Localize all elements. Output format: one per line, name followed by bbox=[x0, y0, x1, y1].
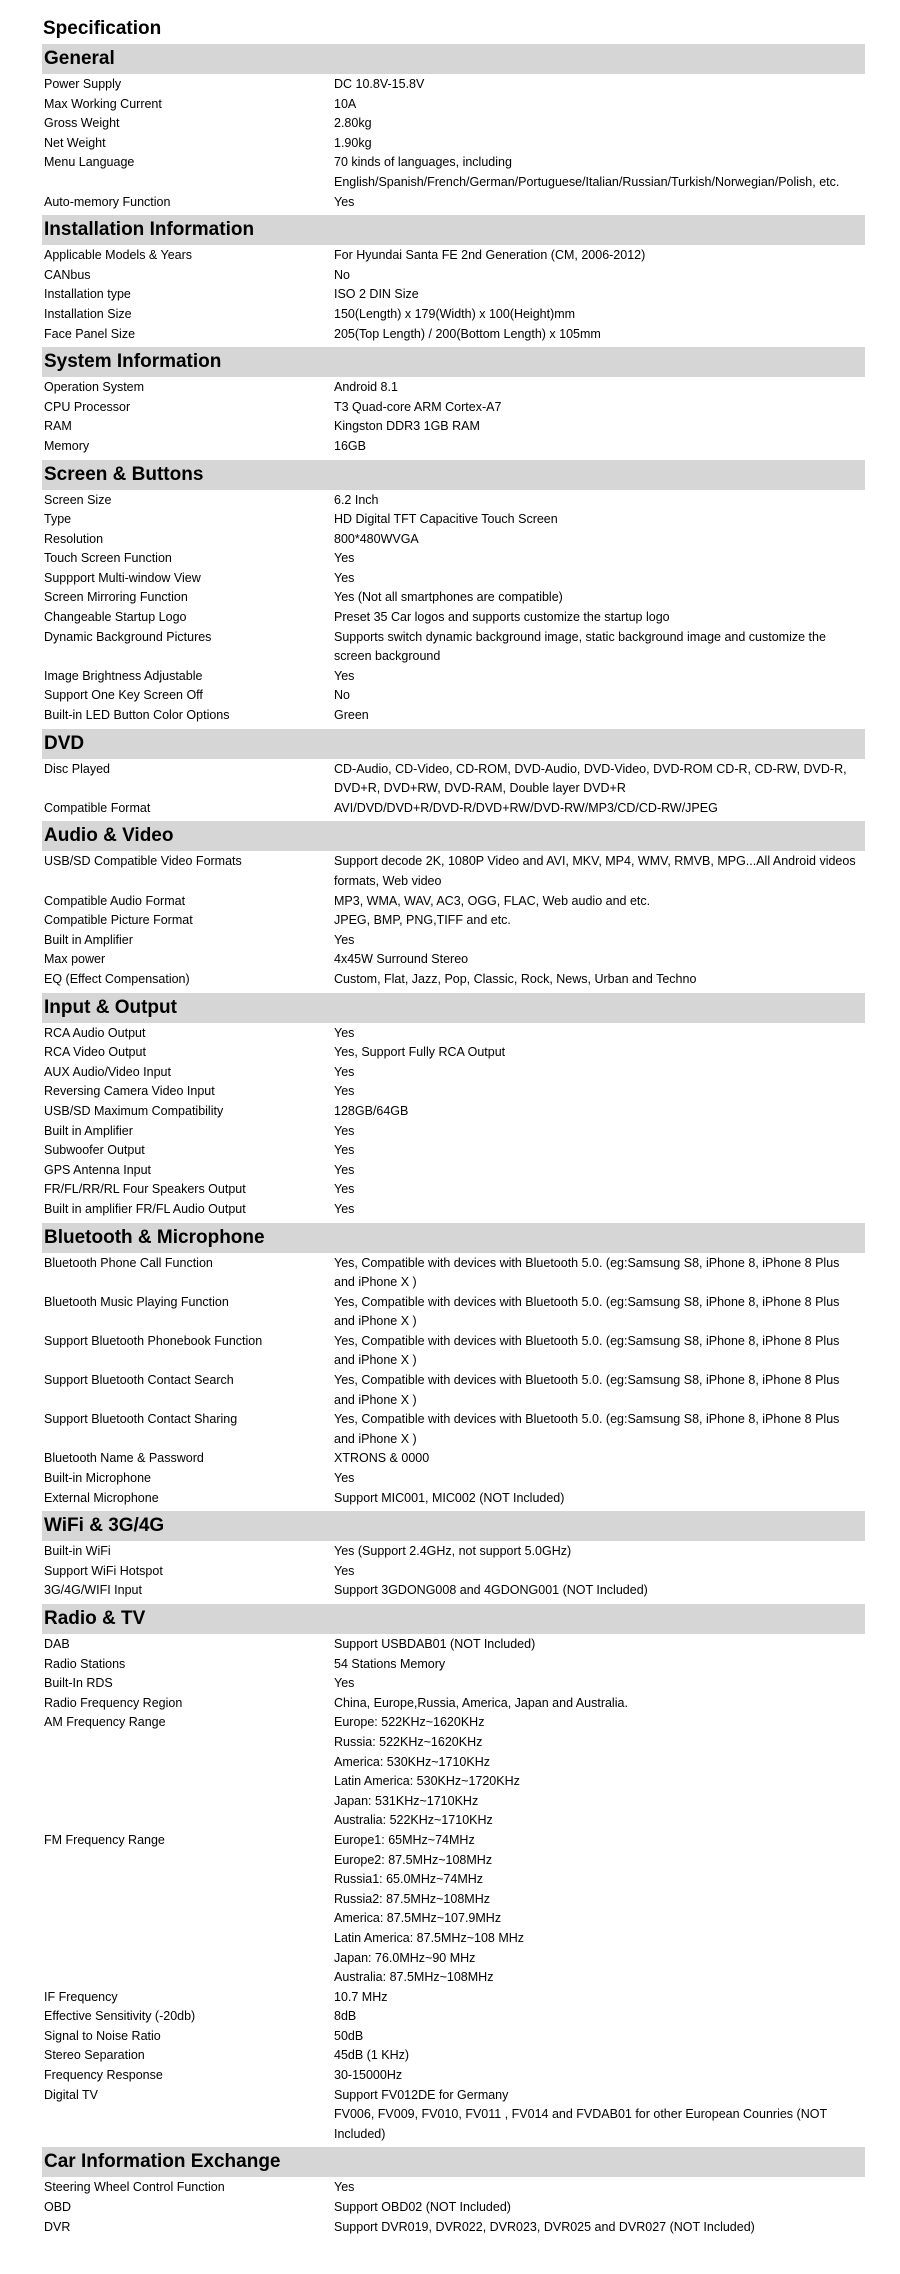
spec-value: 6.2 Inch bbox=[334, 492, 379, 507]
spec-label: Built-in Microphone bbox=[44, 1471, 151, 1486]
spec-value: For Hyundai Santa FE 2nd Generation (CM, 2006-2012) bbox=[334, 248, 646, 263]
spec-row bbox=[42, 931, 865, 951]
spec-value: 1.90kg bbox=[334, 135, 372, 150]
spec-value: Support FV012DE for Germany FV006, FV009, FV010, FV011 , FV014 and FVDAB01 for other European Counries (NOT Included) bbox=[334, 2087, 827, 2141]
spec-row bbox=[42, 1254, 865, 1293]
spec-row bbox=[42, 799, 865, 819]
spec-label: Radio Frequency Region bbox=[44, 1695, 183, 1710]
spec-section bbox=[42, 215, 865, 347]
spec-value: No bbox=[334, 267, 350, 282]
spec-row bbox=[42, 1122, 865, 1142]
spec-label: Dynamic Background Pictures bbox=[44, 629, 212, 644]
spec-label: Built in Amplifier bbox=[44, 1123, 133, 1138]
spec-value: Yes bbox=[334, 1471, 355, 1486]
spec-value: 30-15000Hz bbox=[334, 2068, 403, 2083]
spec-value: AVI/DVD/DVD+R/DVD-R/DVD+RW/DVD-RW/MP3/CD/CD-RW/JPEG bbox=[334, 800, 718, 815]
spec-label: Subwoofer Output bbox=[44, 1143, 145, 1158]
spec-section bbox=[42, 44, 865, 215]
spec-row bbox=[42, 2086, 865, 2145]
section-rows bbox=[42, 2177, 865, 2240]
spec-value: No bbox=[334, 688, 350, 703]
spec-label: External Microphone bbox=[44, 1490, 159, 1505]
spec-value: Supports switch dynamic background image, static background image and customize the screen background bbox=[334, 629, 826, 664]
section-rows bbox=[42, 759, 865, 822]
spec-row bbox=[42, 628, 865, 667]
spec-value: 70 kinds of languages, including English/Spanish/French/German/Portuguese/Italian/Russian/Turkish/Norwegian/Polish, etc. bbox=[334, 155, 840, 189]
spec-value: XTRONS & 0000 bbox=[334, 1451, 430, 1466]
spec-label: Installation type bbox=[44, 287, 131, 302]
spec-label: CANbus bbox=[44, 267, 91, 282]
spec-value: Europe: 522KHz~1620KHz Russia: 522KHz~1620KHz America: 530KHz~1710KHz Latin America: 530KHz~1720KHz Japan: 531KHz~1710KHz Australia: 522KHz~1710KHz bbox=[334, 1715, 520, 1828]
spec-row bbox=[42, 1674, 865, 1694]
spec-label: Memory bbox=[44, 438, 90, 453]
spec-value: Yes, Compatible with devices with Bluetooth 5.0. (eg:Samsung S8, iPhone 8, iPhone 8 Plus and iPhone X ) bbox=[334, 1255, 840, 1290]
spec-value: 45dB (1 KHz) bbox=[334, 2048, 410, 2063]
spec-row bbox=[42, 608, 865, 628]
spec-value: Yes bbox=[334, 1676, 355, 1691]
spec-value: 4x45W Surround Stereo bbox=[334, 952, 469, 967]
spec-value: 10A bbox=[334, 96, 357, 111]
spec-value: 150(Length) x 179(Width) x 100(Height)mm bbox=[334, 306, 576, 321]
spec-row bbox=[42, 266, 865, 286]
spec-value: Yes (Not all smartphones are compatible) bbox=[334, 590, 563, 605]
spec-label: AUX Audio/Video Input bbox=[44, 1064, 171, 1079]
spec-row bbox=[42, 549, 865, 569]
spec-label: AM Frequency Range bbox=[44, 1715, 166, 1730]
spec-section bbox=[42, 993, 865, 1223]
spec-row bbox=[42, 1635, 865, 1655]
spec-value: Yes bbox=[334, 551, 355, 566]
spec-row bbox=[42, 75, 865, 95]
section-header: Bluetooth & Microphone bbox=[42, 1223, 865, 1253]
spec-row bbox=[42, 1332, 865, 1371]
spec-value: Yes bbox=[334, 1162, 355, 1177]
spec-label: Built-in LED Button Color Options bbox=[44, 708, 230, 723]
spec-row bbox=[42, 1161, 865, 1181]
spec-value: Yes bbox=[334, 570, 355, 585]
spec-label: Bluetooth Name & Password bbox=[44, 1451, 204, 1466]
spec-label: Signal to Noise Ratio bbox=[44, 2028, 161, 2043]
spec-label: Bluetooth Music Playing Function bbox=[44, 1294, 229, 1309]
spec-row bbox=[42, 2066, 865, 2086]
spec-row bbox=[42, 285, 865, 305]
spec-label: Face Panel Size bbox=[44, 326, 136, 341]
spec-value: Green bbox=[334, 708, 369, 723]
spec-label: Disc Played bbox=[44, 761, 110, 776]
spec-row bbox=[42, 1200, 865, 1220]
spec-value: 800*480WVGA bbox=[334, 531, 419, 546]
spec-label: Auto-memory Function bbox=[44, 194, 171, 209]
spec-label: Max power bbox=[44, 952, 106, 967]
spec-row bbox=[42, 246, 865, 266]
spec-label: Built in amplifier FR/FL Audio Output bbox=[44, 1201, 246, 1216]
page-title: Specification bbox=[43, 18, 162, 39]
spec-row bbox=[42, 2027, 865, 2047]
spec-row bbox=[42, 1371, 865, 1410]
spec-label: Operation System bbox=[44, 380, 145, 395]
spec-value: Android 8.1 bbox=[334, 380, 398, 395]
section-rows bbox=[42, 1634, 865, 2147]
spec-row bbox=[42, 2046, 865, 2066]
spec-label: Compatible Audio Format bbox=[44, 893, 186, 908]
section-header: Radio & TV bbox=[42, 1604, 865, 1634]
spec-value: ISO 2 DIN Size bbox=[334, 287, 419, 302]
spec-value: 128GB/64GB bbox=[334, 1103, 409, 1118]
spec-value: Yes bbox=[334, 1143, 355, 1158]
spec-section bbox=[42, 347, 865, 459]
section-header: General bbox=[42, 44, 865, 74]
section-header: System Information bbox=[42, 347, 865, 377]
spec-row bbox=[42, 1082, 865, 1102]
spec-value: Yes, Compatible with devices with Bluetooth 5.0. (eg:Samsung S8, iPhone 8, iPhone 8 Plus and iPhone X ) bbox=[334, 1412, 840, 1446]
spec-value: Preset 35 Car logos and supports customize the startup logo bbox=[334, 610, 670, 625]
spec-row bbox=[42, 2198, 865, 2218]
spec-label: Effective Sensitivity (-20db) bbox=[44, 2009, 196, 2024]
spec-label: GPS Antenna Input bbox=[44, 1162, 152, 1177]
spec-label: Suppport Multi-window View bbox=[44, 570, 201, 585]
spec-value: Yes bbox=[334, 1182, 355, 1197]
spec-row bbox=[42, 1063, 865, 1083]
spec-label: FR/FL/RR/RL Four Speakers Output bbox=[44, 1182, 246, 1197]
spec-label: DAB bbox=[44, 1637, 70, 1651]
spec-row bbox=[42, 437, 865, 457]
spec-value: Yes, Compatible with devices with Bluetooth 5.0. (eg:Samsung S8, iPhone 8, iPhone 8 Plus and iPhone X ) bbox=[334, 1294, 840, 1329]
spec-section bbox=[42, 1604, 865, 2147]
spec-label: Built-In RDS bbox=[44, 1676, 113, 1691]
spec-row bbox=[42, 1988, 865, 2008]
section-rows bbox=[42, 490, 865, 729]
spec-label: USB/SD Maximum Compatibility bbox=[44, 1103, 224, 1118]
spec-value: Support DVR019, DVR022, DVR023, DVR025 and DVR027 (NOT Included) bbox=[334, 2219, 755, 2234]
spec-value: Yes bbox=[334, 1064, 355, 1079]
spec-value: 2.80kg bbox=[334, 116, 372, 131]
spec-value: DC 10.8V-15.8V bbox=[334, 77, 425, 91]
spec-value: Yes bbox=[334, 1025, 355, 1040]
spec-label: Resolution bbox=[44, 531, 104, 546]
spec-row bbox=[42, 305, 865, 325]
spec-row bbox=[42, 1694, 865, 1714]
section-header: Installation Information bbox=[42, 215, 865, 245]
spec-row bbox=[42, 1141, 865, 1161]
spec-label: Applicable Models & Years bbox=[44, 248, 193, 263]
spec-value: Yes bbox=[334, 2180, 355, 2195]
spec-label: Power Supply bbox=[44, 77, 122, 91]
spec-label: DVR bbox=[44, 2219, 71, 2234]
spec-label: Compatible Format bbox=[44, 800, 151, 815]
spec-row bbox=[42, 114, 865, 134]
spec-value: Europe1: 65MHz~74MHz Europe2: 87.5MHz~108MHz Russia1: 65.0MHz~74MHz Russia2: 87.5MHz~108MHz America: 87.5MHz~107.9MHz Latin America: 87.5MHz~108 MHz Japan: 76.0MHz~90 MHz Australia: 87.5MHz~108MHz bbox=[334, 1832, 525, 1985]
spec-label: Built-in WiFi bbox=[44, 1544, 111, 1559]
spec-label: Compatible Picture Format bbox=[44, 913, 193, 928]
spec-row bbox=[42, 706, 865, 726]
section-header: WiFi & 3G/4G bbox=[42, 1511, 865, 1541]
spec-value: Yes bbox=[334, 194, 355, 209]
spec-row bbox=[42, 892, 865, 912]
spec-row bbox=[42, 1562, 865, 1582]
spec-label: 3G/4G/WIFI Input bbox=[44, 1583, 142, 1598]
spec-value: HD Digital TFT Capacitive Touch Screen bbox=[334, 512, 558, 527]
spec-row bbox=[42, 1449, 865, 1469]
spec-label: Installation Size bbox=[44, 306, 132, 321]
spec-row bbox=[42, 1489, 865, 1509]
spec-label: Touch Screen Function bbox=[44, 551, 172, 566]
spec-row bbox=[42, 1180, 865, 1200]
spec-label: EQ (Effect Compensation) bbox=[44, 971, 190, 986]
spec-label: OBD bbox=[44, 2200, 72, 2215]
spec-value: 50dB bbox=[334, 2028, 364, 2043]
spec-row bbox=[42, 1102, 865, 1122]
spec-label: Support Bluetooth Phonebook Function bbox=[44, 1333, 263, 1348]
spec-value: 16GB bbox=[334, 438, 366, 453]
section-rows bbox=[42, 1253, 865, 1512]
spec-value: Support decode 2K, 1080P Video and AVI, MKV, MP4, WMV, RMVB, MPG...All Android videos formats, Web video bbox=[334, 854, 856, 888]
spec-label: Bluetooth Phone Call Function bbox=[44, 1255, 213, 1270]
spec-value: Yes, Support Fully RCA Output bbox=[334, 1045, 506, 1060]
spec-row bbox=[42, 325, 865, 345]
spec-label: RAM bbox=[44, 419, 72, 434]
spec-row bbox=[42, 760, 865, 799]
spec-row bbox=[42, 2178, 865, 2198]
spec-label: Image Brightness Adjustable bbox=[44, 668, 203, 683]
spec-row bbox=[42, 530, 865, 550]
spec-section bbox=[42, 1223, 865, 1512]
section-header: Car Information Exchange bbox=[42, 2147, 865, 2177]
spec-label: Digital TV bbox=[44, 2087, 98, 2102]
spec-row bbox=[42, 1293, 865, 1332]
spec-row bbox=[42, 588, 865, 608]
section-rows bbox=[42, 1023, 865, 1223]
spec-row bbox=[42, 491, 865, 511]
section-rows bbox=[42, 245, 865, 347]
section-rows bbox=[42, 74, 865, 215]
spec-label: Support Bluetooth Contact Search bbox=[44, 1373, 234, 1388]
spec-value: CD-Audio, CD-Video, CD-ROM, DVD-Audio, DVD-Video, DVD-ROM CD-R, CD-RW, DVD-R, DVD+R, DVD+RW, DVD-RAM, Double layer DVD+R bbox=[334, 761, 847, 796]
spec-value: 8dB bbox=[334, 2009, 357, 2024]
spec-row bbox=[42, 686, 865, 706]
spec-row bbox=[42, 1024, 865, 1044]
spec-value: Yes, Compatible with devices with Bluetooth 5.0. (eg:Samsung S8, iPhone 8, iPhone 8 Plus and iPhone X ) bbox=[334, 1373, 840, 1407]
spec-row bbox=[42, 852, 865, 891]
spec-label: Gross Weight bbox=[44, 116, 120, 131]
spec-label: Screen Size bbox=[44, 492, 112, 507]
spec-label: Support One Key Screen Off bbox=[44, 688, 203, 703]
spec-row bbox=[42, 1469, 865, 1489]
spec-row bbox=[42, 1542, 865, 1562]
spec-row bbox=[42, 378, 865, 398]
section-header: Input & Output bbox=[42, 993, 865, 1023]
spec-label: Frequency Response bbox=[44, 2068, 163, 2083]
spec-label: IF Frequency bbox=[44, 1989, 118, 2004]
spec-label: Net Weight bbox=[44, 135, 106, 150]
spec-value: JPEG, BMP, PNG,TIFF and etc. bbox=[334, 913, 511, 928]
section-rows bbox=[42, 851, 865, 992]
spec-value: China, Europe,Russia, America, Japan and Australia. bbox=[334, 1695, 628, 1710]
spec-row bbox=[42, 950, 865, 970]
spec-row bbox=[42, 1043, 865, 1063]
spec-section bbox=[42, 1511, 865, 1604]
spec-value: Yes bbox=[334, 1084, 355, 1099]
spec-value: Yes (Support 2.4GHz, not support 5.0GHz) bbox=[334, 1544, 572, 1559]
spec-row bbox=[42, 398, 865, 418]
spec-label: Screen Mirroring Function bbox=[44, 590, 188, 605]
spec-label: Stereo Separation bbox=[44, 2048, 145, 2063]
spec-value: Yes bbox=[334, 1123, 355, 1138]
spec-row bbox=[42, 1581, 865, 1601]
spec-row bbox=[42, 1831, 865, 1988]
spec-label: CPU Processor bbox=[44, 399, 131, 414]
spec-value: Support USBDAB01 (NOT Included) bbox=[334, 1637, 536, 1651]
spec-label: Menu Language bbox=[44, 155, 135, 170]
spec-row bbox=[42, 1410, 865, 1449]
spec-value: Support OBD02 (NOT Included) bbox=[334, 2200, 511, 2215]
section-header: Audio & Video bbox=[42, 821, 865, 851]
spec-row bbox=[42, 2218, 865, 2238]
spec-label: FM Frequency Range bbox=[44, 1832, 165, 1847]
spec-row bbox=[42, 1713, 865, 1831]
spec-row bbox=[42, 2007, 865, 2027]
spec-label: Built in Amplifier bbox=[44, 932, 133, 947]
spec-section bbox=[42, 460, 865, 729]
spec-value: Support MIC001, MIC002 (NOT Included) bbox=[334, 1490, 565, 1505]
spec-section bbox=[42, 729, 865, 822]
spec-label: RCA Video Output bbox=[44, 1045, 146, 1060]
spec-value: Yes bbox=[334, 1201, 355, 1216]
spec-row bbox=[42, 510, 865, 530]
section-header: Screen & Buttons bbox=[42, 460, 865, 490]
spec-label: RCA Audio Output bbox=[44, 1025, 146, 1040]
spec-section bbox=[42, 2147, 865, 2240]
spec-row bbox=[42, 417, 865, 437]
spec-value: 10.7 MHz bbox=[334, 1989, 388, 2004]
spec-row bbox=[42, 970, 865, 990]
spec-label: Support WiFi Hotspot bbox=[44, 1563, 163, 1578]
spec-value: Yes bbox=[334, 668, 355, 683]
spec-row bbox=[42, 911, 865, 931]
spec-label: Steering Wheel Control Function bbox=[44, 2180, 225, 2195]
spec-label: Type bbox=[44, 512, 72, 527]
section-rows bbox=[42, 1541, 865, 1604]
spec-label: Radio Stations bbox=[44, 1656, 126, 1671]
spec-value: Yes bbox=[334, 1563, 355, 1578]
spec-label: Reversing Camera Video Input bbox=[44, 1084, 215, 1099]
spec-row bbox=[42, 1655, 865, 1675]
spec-value: Kingston DDR3 1GB RAM bbox=[334, 419, 480, 434]
spec-value: Yes, Compatible with devices with Bluetooth 5.0. (eg:Samsung S8, iPhone 8, iPhone 8 Plus and iPhone X ) bbox=[334, 1333, 840, 1368]
section-header: DVD bbox=[42, 729, 865, 759]
spec-value: Yes bbox=[334, 932, 355, 947]
spec-label: Max Working Current bbox=[44, 96, 162, 111]
spec-row bbox=[42, 134, 865, 154]
spec-value: MP3, WMA, WAV, AC3, OGG, FLAC, Web audio and etc. bbox=[334, 893, 651, 908]
spec-section bbox=[42, 821, 865, 992]
spec-row bbox=[42, 95, 865, 115]
spec-value: T3 Quad-core ARM Cortex-A7 bbox=[334, 399, 502, 414]
spec-row bbox=[42, 569, 865, 589]
spec-row bbox=[42, 667, 865, 687]
spec-row bbox=[42, 193, 865, 213]
spec-value: Custom, Flat, Jazz, Pop, Classic, Rock, News, Urban and Techno bbox=[334, 971, 697, 986]
spec-value: Support 3GDONG008 and 4GDONG001 (NOT Included) bbox=[334, 1583, 648, 1598]
spec-label: Support Bluetooth Contact Sharing bbox=[44, 1412, 238, 1427]
spec-row bbox=[42, 153, 865, 192]
section-rows bbox=[42, 377, 865, 459]
spec-label: USB/SD Compatible Video Formats bbox=[44, 854, 242, 869]
spec-sections bbox=[42, 44, 865, 2240]
spec-value: 205(Top Length) / 200(Bottom Length) x 105mm bbox=[334, 326, 601, 341]
spec-value: 54 Stations Memory bbox=[334, 1656, 446, 1671]
spec-label: Changeable Startup Logo bbox=[44, 610, 187, 625]
